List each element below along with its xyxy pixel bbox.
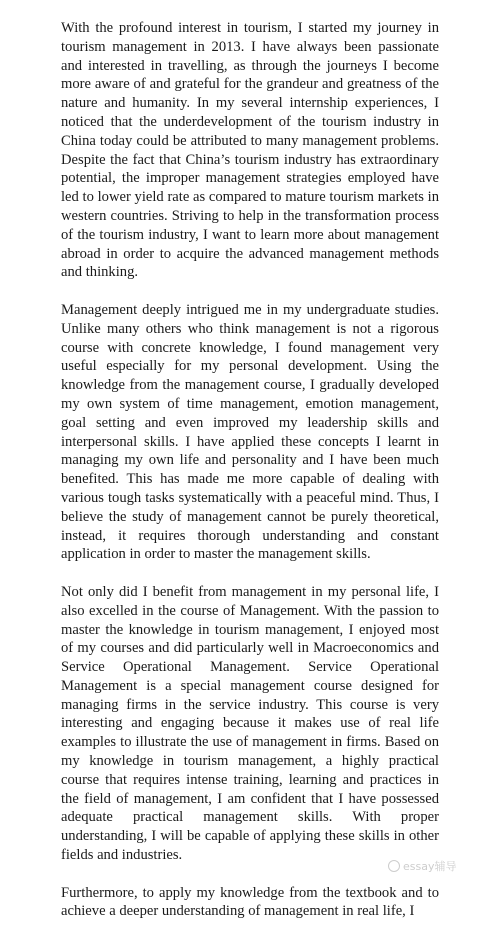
paragraph-2: Management deeply intrigued me in my undergraduate studies. Unlike many others who think management is not a rigorous course with concrete knowledge, I found management very useful especially for my personal development. Using the knowledge from the management course, I gradually developed my own system of time management, emotion management, goal setting and even improved my leadership skills and interpersonal skills. I have applied these concepts I learnt in managing my own life and personality and I have been much benefited. This has made me more capable of dealing with various tough tasks systematically with a peaceful mind. Thus, I believe the study of management cannot be purely theoretical, instead, it requires thorough understanding and constant application in order to master the management skills.	[61, 301, 439, 563]
watermark-text: essay辅导	[403, 860, 457, 873]
paragraph-1: With the profound interest in tourism, I started my journey in tourism management in 2013. I have always been passionate and interested in travelling, as through the journeys I become more aware of and grateful for the grandeur and greatness of the nature and humanity. In my several internship experiences, I noticed that the underdevelopment of the tourism industry in China today could be attributed to many management problems. Despite the fact that China’s tourism industry has extraordinary potential, the improper management strategies employed have led to lower yield rate as compared to mature tourism markets in western countries. Striving to help in the transformation process of the tourism industry, I want to learn more about management abroad in order to acquire the advanced management methods and thinking.	[61, 20, 439, 281]
document-body	[61, 19, 439, 940]
paragraph-3: Not only did I benefit from management in my personal life, I also excelled in the course of Management. With the passion to master the knowledge in tourism management, I enjoyed most of my courses and did particularly well in Macroeconomics and Service Operational Management. Service Operational Management is a special management course designed for managing firms in the service industry. This course is very interesting and engaging because it makes use of real life examples to illustrate the use of management in firms. Based on my knowledge in tourism management, a highly practical course that requires intense training, learning and practices in the field of management, I am confident that I have possessed adequate practical management skills. With proper understanding, I will be capable of applying these skills in other fields and industries.	[61, 583, 439, 864]
zhihu-logo-icon	[388, 860, 400, 872]
paragraph-4: Furthermore, to apply my knowledge from the textbook and to achieve a deeper understanding of management in real life, I	[61, 884, 439, 920]
watermark	[388, 858, 456, 874]
